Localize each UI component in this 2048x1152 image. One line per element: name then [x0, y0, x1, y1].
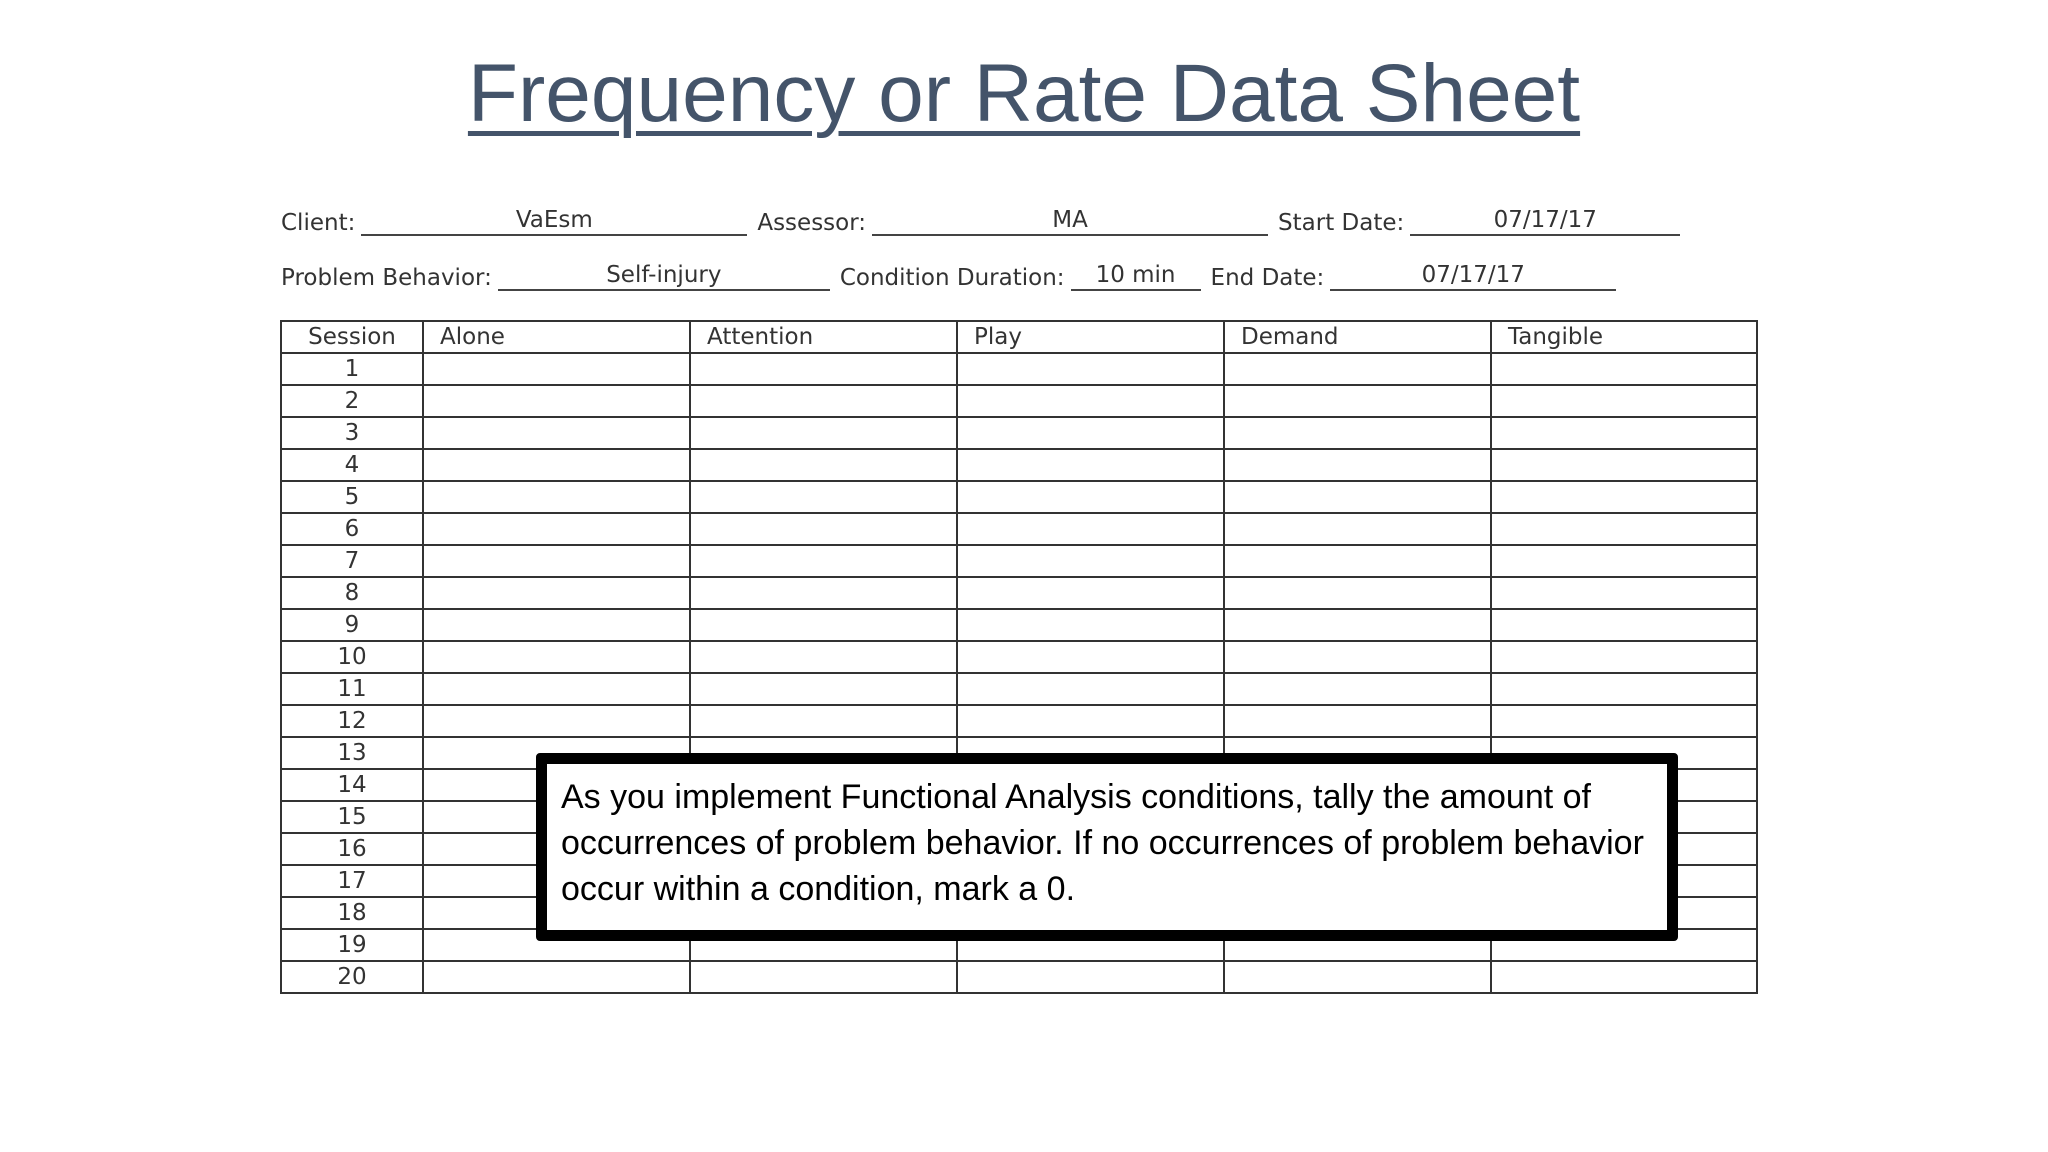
end-date-value: 07/17/17 — [1330, 263, 1616, 291]
table-row — [281, 449, 1757, 481]
tally-cell — [1491, 513, 1757, 545]
session-number: 13 — [281, 737, 423, 769]
tally-cell — [1491, 385, 1757, 417]
condition-duration-value: 10 min — [1071, 263, 1201, 291]
session-number: 12 — [281, 705, 423, 737]
tally-cell — [1491, 609, 1757, 641]
session-number: 5 — [281, 481, 423, 513]
problem-behavior-label: Problem Behavior: — [281, 265, 492, 291]
header-alone: Alone — [423, 321, 690, 353]
problem-behavior-value: Self-injury — [498, 263, 830, 291]
client-label: Client: — [281, 210, 356, 236]
tally-cell — [423, 545, 690, 577]
session-number: 11 — [281, 673, 423, 705]
tally-cell — [1224, 513, 1491, 545]
tally-cell — [1491, 353, 1757, 385]
tally-cell — [1491, 641, 1757, 673]
assessor-label: Assessor: — [757, 210, 867, 236]
tally-cell — [423, 513, 690, 545]
table-row — [281, 641, 1757, 673]
session-number: 16 — [281, 833, 423, 865]
tally-cell — [957, 417, 1224, 449]
tally-cell — [423, 417, 690, 449]
session-number: 1 — [281, 353, 423, 385]
slide-title: Frequency or Rate Data Sheet — [467, 48, 1581, 139]
tally-cell — [1224, 577, 1491, 609]
table-row — [281, 609, 1757, 641]
tally-cell — [1224, 385, 1491, 417]
form-line-behavior — [281, 263, 1626, 291]
tally-cell — [1491, 705, 1757, 737]
tally-cell — [423, 961, 690, 993]
session-number: 6 — [281, 513, 423, 545]
tally-cell — [957, 609, 1224, 641]
tally-cell — [423, 609, 690, 641]
tally-cell — [1224, 353, 1491, 385]
tally-cell — [423, 577, 690, 609]
tally-cell — [1491, 545, 1757, 577]
header-demand: Demand — [1224, 321, 1491, 353]
end-date-label: End Date: — [1210, 265, 1325, 291]
form-line-client — [281, 208, 1690, 236]
condition-duration-label: Condition Duration: — [839, 265, 1065, 291]
table-row — [281, 705, 1757, 737]
tally-cell — [690, 513, 957, 545]
session-number: 3 — [281, 417, 423, 449]
session-number: 2 — [281, 385, 423, 417]
tally-cell — [690, 705, 957, 737]
header-play: Play — [957, 321, 1224, 353]
start-date-value: 07/17/17 — [1410, 208, 1680, 236]
session-number: 15 — [281, 801, 423, 833]
tally-cell — [1491, 417, 1757, 449]
tally-cell — [1224, 481, 1491, 513]
table-row — [281, 673, 1757, 705]
session-number: 19 — [281, 929, 423, 961]
tally-cell — [423, 481, 690, 513]
session-number: 20 — [281, 961, 423, 993]
tally-cell — [957, 673, 1224, 705]
session-number: 17 — [281, 865, 423, 897]
tally-cell — [1491, 577, 1757, 609]
session-number: 10 — [281, 641, 423, 673]
tally-cell — [1491, 673, 1757, 705]
session-number: 18 — [281, 897, 423, 929]
session-number: 14 — [281, 769, 423, 801]
tally-cell — [1224, 545, 1491, 577]
table-row — [281, 385, 1757, 417]
tally-cell — [1224, 705, 1491, 737]
tally-cell — [957, 513, 1224, 545]
tally-cell — [1224, 673, 1491, 705]
tally-cell — [957, 545, 1224, 577]
table-row — [281, 353, 1757, 385]
tally-cell — [957, 385, 1224, 417]
table-header-row — [281, 321, 1757, 353]
tally-cell — [423, 353, 690, 385]
tally-cell — [690, 353, 957, 385]
tally-cell — [690, 961, 957, 993]
session-number: 8 — [281, 577, 423, 609]
table-row — [281, 417, 1757, 449]
table-row — [281, 577, 1757, 609]
header-attention: Attention — [690, 321, 957, 353]
tally-cell — [1491, 481, 1757, 513]
tally-cell — [690, 609, 957, 641]
tally-cell — [957, 705, 1224, 737]
tally-cell — [957, 577, 1224, 609]
tally-cell — [423, 705, 690, 737]
tally-cell — [690, 385, 957, 417]
table-row — [281, 545, 1757, 577]
tally-cell — [1491, 961, 1757, 993]
tally-cell — [957, 961, 1224, 993]
table-row — [281, 961, 1757, 993]
tally-cell — [423, 673, 690, 705]
tally-cell — [957, 353, 1224, 385]
table-row — [281, 513, 1757, 545]
tally-cell — [957, 641, 1224, 673]
tally-cell — [690, 673, 957, 705]
tally-cell — [690, 545, 957, 577]
start-date-label: Start Date: — [1278, 210, 1405, 236]
instruction-note: As you implement Functional Analysis conditions, tally the amount of occurrences of problem behavior. If no occurrences of problem behavior occur within a condition, mark a 0. — [536, 753, 1678, 941]
session-number: 7 — [281, 545, 423, 577]
tally-cell — [1224, 417, 1491, 449]
tally-cell — [957, 449, 1224, 481]
tally-cell — [690, 577, 957, 609]
tally-cell — [690, 417, 957, 449]
table-row — [281, 481, 1757, 513]
tally-cell — [423, 385, 690, 417]
header-session: Session — [281, 321, 423, 353]
tally-cell — [1224, 609, 1491, 641]
tally-cell — [690, 449, 957, 481]
header-tangible: Tangible — [1491, 321, 1757, 353]
client-value: VaEsm — [361, 208, 747, 236]
assessor-value: MA — [872, 208, 1268, 236]
tally-cell — [1224, 641, 1491, 673]
tally-cell — [1224, 961, 1491, 993]
tally-cell — [423, 641, 690, 673]
tally-cell — [690, 641, 957, 673]
tally-cell — [957, 481, 1224, 513]
tally-cell — [423, 449, 690, 481]
tally-cell — [1491, 449, 1757, 481]
tally-cell — [690, 481, 957, 513]
tally-cell — [1224, 449, 1491, 481]
session-number: 4 — [281, 449, 423, 481]
session-number: 9 — [281, 609, 423, 641]
